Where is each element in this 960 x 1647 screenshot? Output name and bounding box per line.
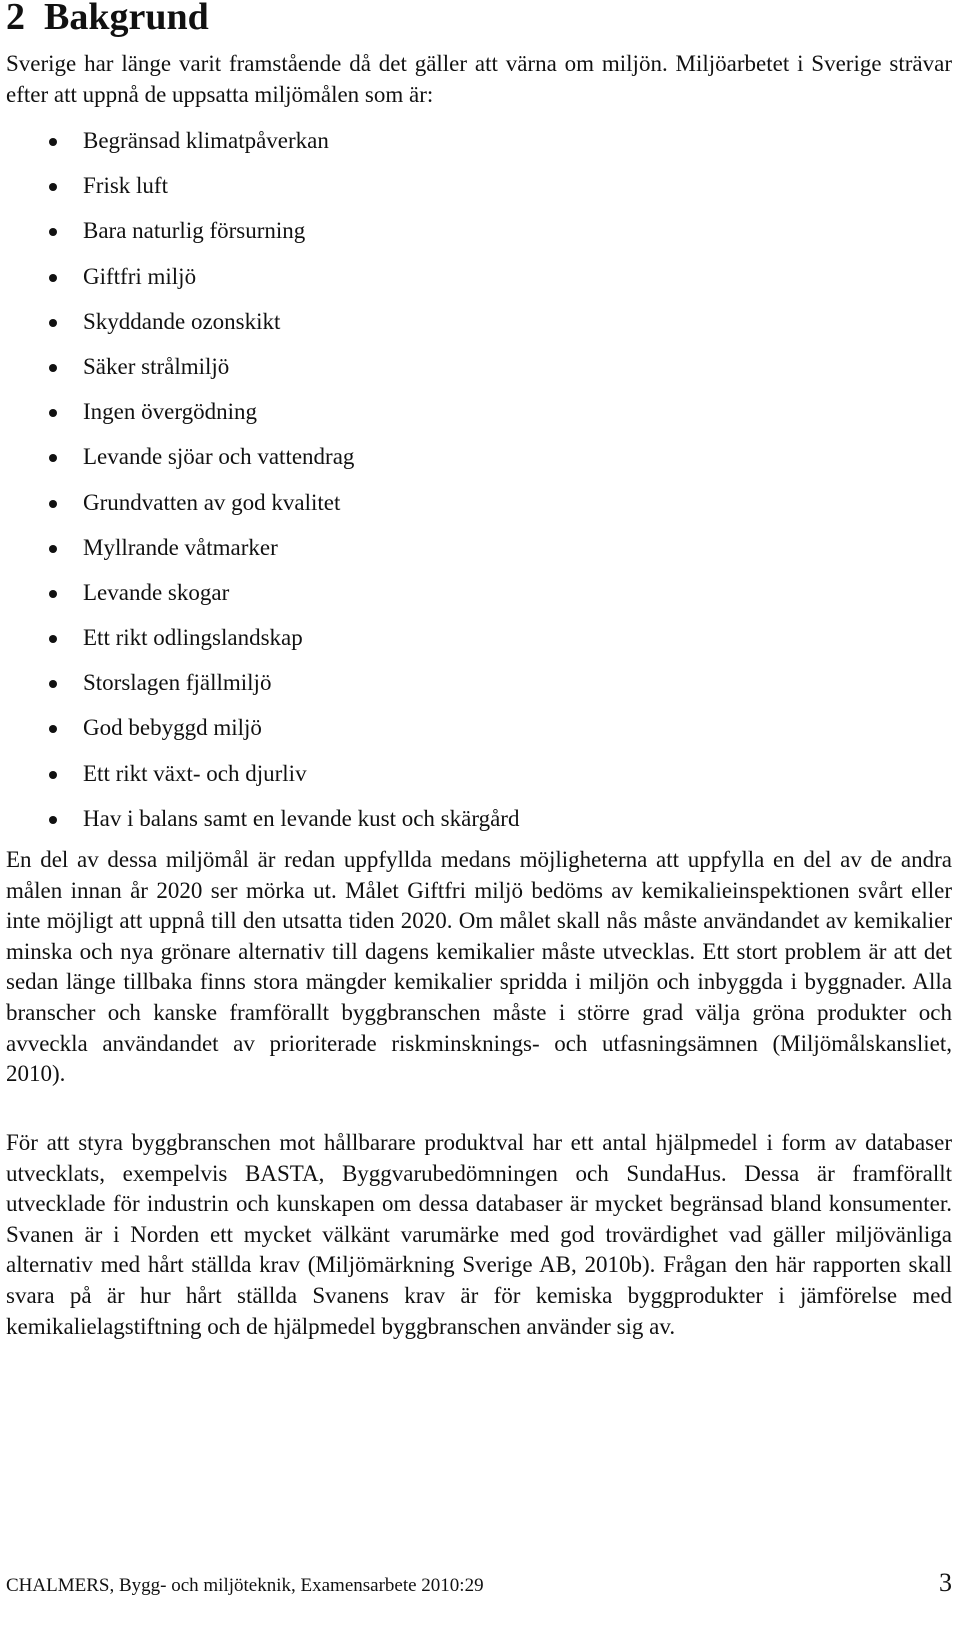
bullet-icon xyxy=(49,409,57,417)
bullet-icon xyxy=(49,228,57,236)
list-item xyxy=(6,440,952,485)
bullet-icon xyxy=(49,590,57,598)
bullet-icon xyxy=(49,138,57,146)
list-item xyxy=(6,576,952,621)
body-paragraph: För att styra byggbranschen mot hållbarare produktval har ett antal hjälpmedel i form av databaser utvecklats, exempelvis BASTA, Byggvarubedömningen och SundaHus. Dessa är framförallt utvecklade för industrin och kunskapen om dessa databaser är mycket begränsad bland konsumenter. Svanen är i Norden ett mycket välkänt varumärke med god trovärdighet vad gäller miljövänliga alternativ med hårt ställda krav (Miljömärkning Sverige AB, 2010b). Frågan den här rapporten skall svara på är hur hårt ställda Svanens krav är för kemiska byggprodukter i jämförelse med kemikalielagstiftning och de hjälpmedel byggbranschen använder sig av. xyxy=(6,1130,952,1339)
list-item xyxy=(6,395,952,440)
list-item xyxy=(6,260,952,305)
body-paragraph: En del av dessa miljömål är redan uppfyllda medans möjligheterna att uppfylla en del av de andra målen innan år 2020 ser mörka ut. Målet Giftfri miljö bedöms av kemikalieinspektionen svårt eller inte möjligt att uppnå till den utsatta tiden 2020. Om målet skall nås måste användandet av kemikalier minska och nya grönare alternativ till dagens kemikalier måste utvecklas. Ett stort problem är att det sedan länge tillbaka finns stora mängder kemikalier spridda i miljön och inbyggda i byggnader. Alla branscher och kanske framförallt byggbranschen måste i större grad välja gröna produkter och avveckla användandet av prioriterade riskminsknings- och utfasningsämnen (Miljömålskansliet, 2010). xyxy=(6,847,952,1087)
page-footer xyxy=(6,1564,952,1598)
bullet-icon xyxy=(49,545,57,553)
list-item xyxy=(6,350,952,395)
goal-label: Säker strålmiljö xyxy=(83,353,230,379)
list-item xyxy=(6,757,952,802)
goal-label: Levande skogar xyxy=(83,579,230,605)
list-item xyxy=(6,666,952,711)
bullet-icon xyxy=(49,319,57,327)
environmental-goals-list xyxy=(6,124,952,847)
goal-label: Levande sjöar och vattendrag xyxy=(83,444,355,470)
list-item xyxy=(6,711,952,756)
section-heading xyxy=(6,0,209,40)
section-number: 2 xyxy=(6,0,25,38)
list-item xyxy=(6,124,952,169)
list-item xyxy=(6,621,952,666)
goal-label: God bebyggd miljö xyxy=(83,715,262,741)
bullet-icon xyxy=(49,364,57,372)
bullet-icon xyxy=(49,635,57,643)
list-item xyxy=(6,802,952,847)
goal-label: Giftfri miljö xyxy=(83,263,197,289)
goal-label: Ett rikt odlingslandskap xyxy=(83,625,303,651)
bullet-icon xyxy=(49,816,57,824)
bullet-icon xyxy=(49,725,57,733)
list-item xyxy=(6,531,952,576)
list-item xyxy=(6,169,952,214)
intro-paragraph: Sverige har länge varit framstående då det gäller att värna om miljön. Miljöarbetet i Sverige strävar efter att uppnå de uppsatta miljömålen som är: xyxy=(6,51,952,107)
list-item xyxy=(6,486,952,531)
goal-label: Storslagen fjällmiljö xyxy=(83,670,272,696)
footer-text: CHALMERS, Bygg- och miljöteknik, Examensarbete 2010:29 xyxy=(6,1575,484,1596)
goal-label: Ett rikt växt- och djurliv xyxy=(83,760,307,786)
bullet-icon xyxy=(49,454,57,462)
goal-label: Myllrande våtmarker xyxy=(83,534,278,560)
section-title: Bakgrund xyxy=(44,0,209,38)
goal-label: Begränsad klimatpåverkan xyxy=(83,128,329,153)
page-number: 3 xyxy=(939,1568,952,1597)
goal-label: Ingen övergödning xyxy=(83,399,257,425)
list-item xyxy=(6,214,952,259)
goal-label: Bara naturlig försurning xyxy=(83,218,306,244)
goal-label: Skyddande ozonskikt xyxy=(83,308,281,334)
list-item xyxy=(6,305,952,350)
goal-label: Hav i balans samt en levande kust och skärgård xyxy=(83,805,520,831)
goal-label: Grundvatten av god kvalitet xyxy=(83,489,341,515)
bullet-icon xyxy=(49,274,57,282)
bullet-icon xyxy=(49,680,57,688)
bullet-icon xyxy=(49,500,57,508)
bullet-icon xyxy=(49,771,57,779)
bullet-icon xyxy=(49,183,57,191)
goal-label: Frisk luft xyxy=(83,173,168,199)
